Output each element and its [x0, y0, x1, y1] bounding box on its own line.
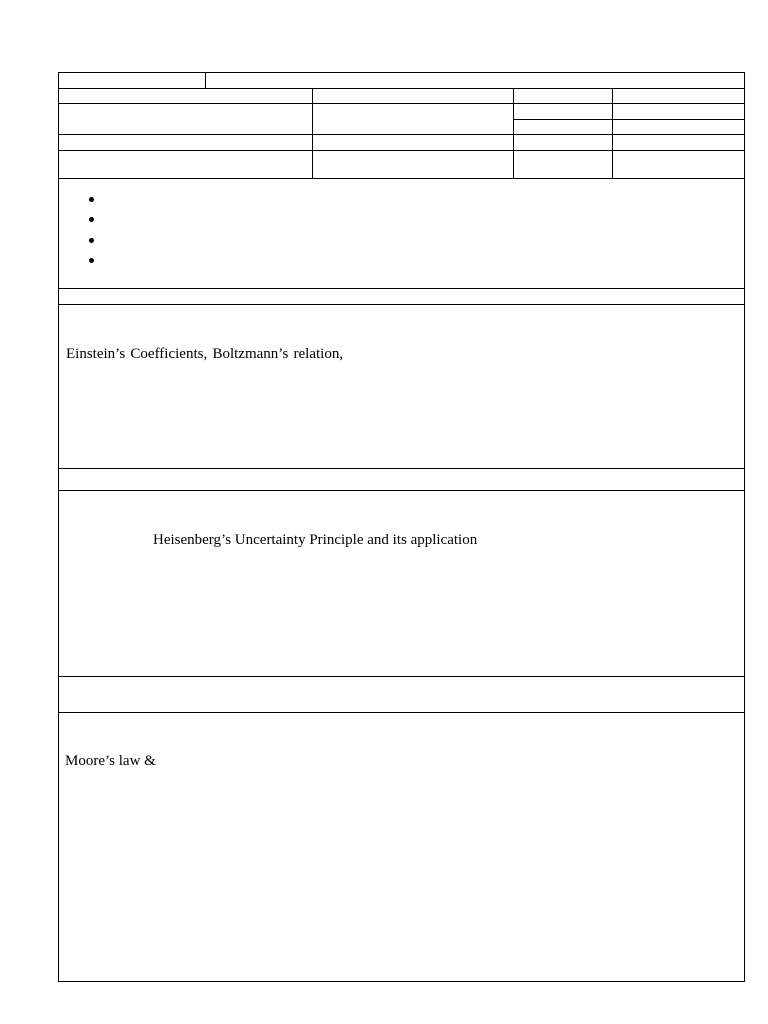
header-row-line-3 [58, 134, 745, 135]
title-row-divider [205, 72, 206, 88]
header-row-line-1 [58, 88, 745, 89]
unit-3-bottom-line [58, 676, 745, 677]
unit-4-content: Moore’s law & [65, 753, 156, 769]
objective-bullet-3 [89, 238, 94, 243]
header-row-line-2 [58, 103, 745, 104]
objectives-bottom-line [58, 288, 745, 289]
unit-2-content: Einstein’s Coefficients, Boltzmann’s relation, [66, 346, 344, 362]
header-col-divider-3 [612, 88, 613, 179]
outer-border-right [744, 72, 745, 982]
unit-3-header-line [58, 490, 745, 491]
header-table-bottom [58, 178, 745, 179]
outer-border-left [58, 72, 59, 982]
outer-border-bottom [58, 981, 745, 982]
unit-2-header-line [58, 304, 745, 305]
header-row-line-4 [58, 150, 745, 151]
unit-4-header-line [58, 712, 745, 713]
objective-bullet-1 [89, 197, 94, 202]
objective-bullet-2 [89, 217, 94, 222]
header-col-divider-2 [513, 88, 514, 179]
header-col-divider-1 [312, 88, 313, 179]
unit-2-bottom-line [58, 468, 745, 469]
outer-border-top [58, 72, 745, 73]
objective-bullet-4 [89, 258, 94, 263]
header-row-subline [513, 119, 745, 120]
unit-3-content: Heisenberg’s Uncertainty Principle and its application [153, 532, 478, 548]
